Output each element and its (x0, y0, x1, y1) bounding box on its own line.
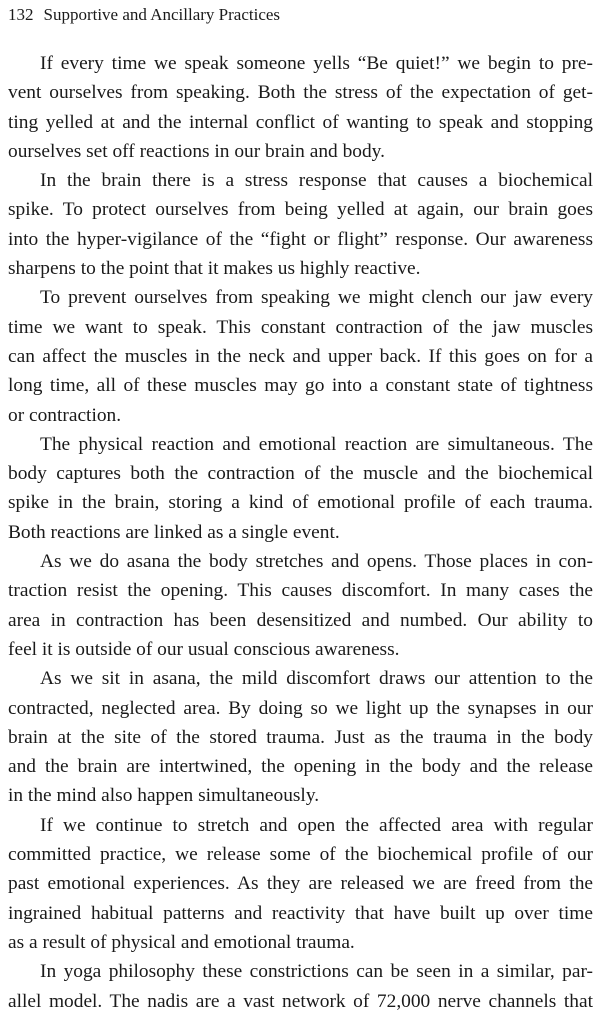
text-line: sharpens to the point that it makes us highly reactive. (8, 258, 421, 280)
text-line: spike in the brain, storing a kind of emotional profile of each trauma. (8, 492, 593, 514)
text-line: or contraction. (8, 404, 122, 426)
text-line: ting yelled at and the internal conflict of wanting to speak and stopping (8, 111, 593, 133)
paragraph (8, 166, 593, 283)
text-line: past emotional experiences. As they are released we are freed from the (8, 873, 593, 895)
text-line: into the hyper-vigilance of the “fight or flight” response. Our awareness (8, 228, 593, 250)
running-head (8, 4, 280, 26)
text-line: in the mind also happen simultaneously. (8, 785, 320, 807)
paragraph (8, 547, 593, 664)
text-line: long time, all of these muscles may go into a constant state of tightness (8, 375, 593, 397)
text-line: ourselves set off reactions in our brain and body. (8, 140, 385, 162)
paragraph (8, 957, 593, 1016)
text-line: body captures both the contraction of the muscle and the biochemical (8, 463, 593, 485)
body-text (8, 49, 593, 1016)
text-line: traction resist the opening. This causes discomfort. In many cases the (8, 580, 593, 602)
text-line: In yoga philosophy these constrictions can be seen in a similar, par- (40, 961, 593, 983)
text-line: area in contraction has been desensitized and numbed. Our ability to (8, 609, 593, 631)
page-number: 132 (8, 5, 34, 24)
paragraph (8, 430, 593, 547)
text-line: As we do asana the body stretches and opens. Those places in con- (40, 551, 593, 573)
text-line: As we sit in asana, the mild discomfort draws our attention to the (40, 668, 593, 690)
text-line: ingrained habitual patterns and reactivity that have built up over time (8, 902, 593, 924)
text-line: time we want to speak. This constant contraction of the jaw muscles (8, 316, 593, 338)
text-line: The physical reaction and emotional reaction are simultaneous. The (40, 433, 593, 455)
text-line: If every time we speak someone yells “Be quiet!” we begin to pre- (40, 53, 593, 74)
paragraph (8, 49, 593, 166)
text-line: can affect the muscles in the neck and upper back. If this goes on for a (8, 345, 593, 367)
paragraph (8, 664, 593, 810)
text-line: as a result of physical and emotional trauma. (8, 931, 355, 953)
text-line: and the brain are intertwined, the opening in the body and the release (8, 756, 593, 778)
paragraph (8, 811, 593, 957)
text-line: brain at the site of the stored trauma. Just as the trauma in the body (8, 726, 593, 748)
paragraph (8, 283, 593, 429)
text-line: vent ourselves from speaking. Both the stress of the expectation of get- (8, 82, 593, 104)
text-line: contracted, neglected area. By doing so we light up the synapses in our (8, 697, 593, 719)
text-line: In the brain there is a stress response that causes a biochemical (40, 170, 593, 192)
text-line: committed practice, we release some of the biochemical profile of our (8, 844, 593, 866)
text-line: feel it is outside of our usual conscious awareness. (8, 638, 400, 660)
text-line: Both reactions are linked as a single event. (8, 521, 340, 543)
text-line: spike. To protect ourselves from being yelled at again, our brain goes (8, 199, 593, 221)
text-line: If we continue to stretch and open the affected area with regular (40, 814, 593, 836)
text-line: allel model. The nadis are a vast network of 72,000 nerve channels that (8, 990, 593, 1012)
text-line: To prevent ourselves from speaking we might clench our jaw every (40, 287, 593, 309)
running-title: Supportive and Ancillary Practices (43, 5, 281, 24)
